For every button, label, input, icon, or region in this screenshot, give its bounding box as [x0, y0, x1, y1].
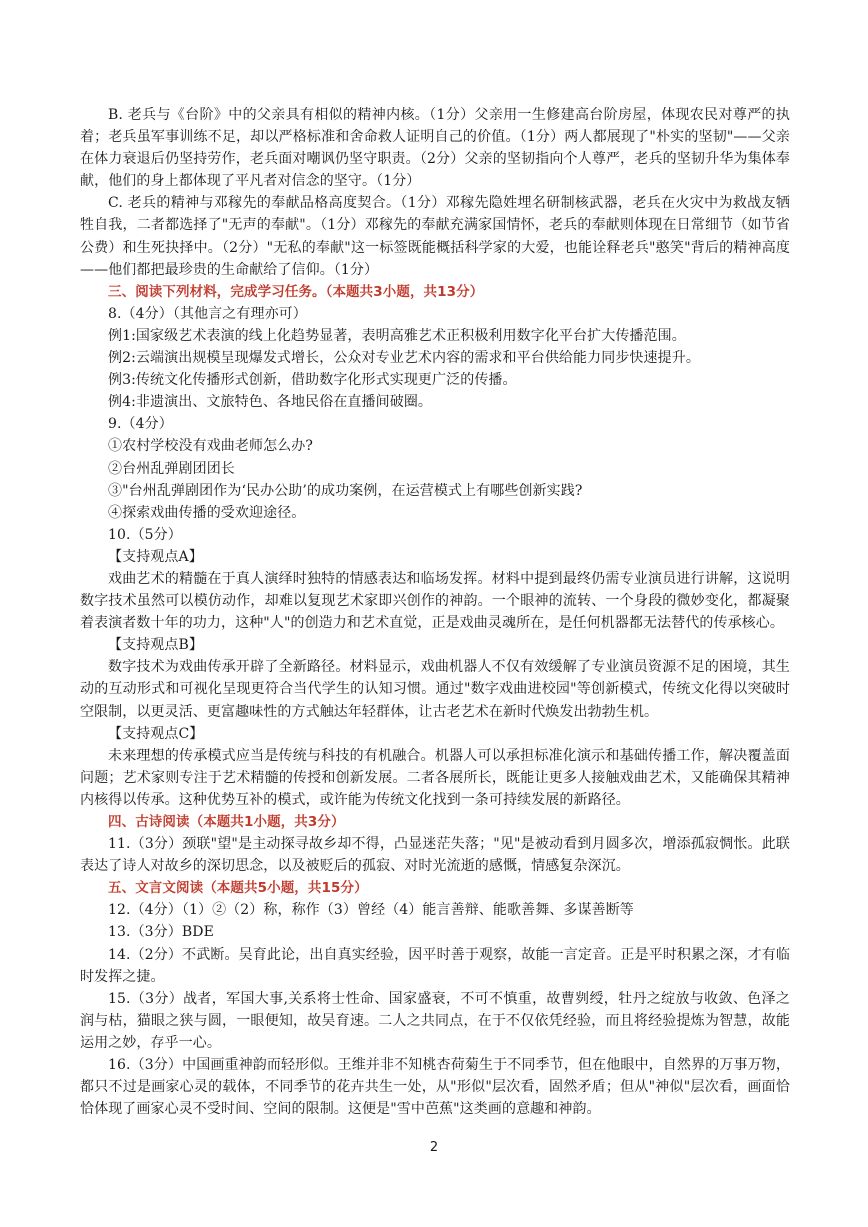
q9-item-2: ②台州乱弹剧团团长 [108, 460, 235, 477]
page-number: 2 [429, 1140, 439, 1155]
viewpoint-b-body: 数字技术为戏曲传承开辟了全新路径。材料显示，戏曲机器人不仅有效缓解了专业演员资源不足的困境，其生动的互动形式和可视化呈现更符合当代学生的认知习惯。通过"数字戏曲进校园"等创新模式，传统文化得以突破时空限制，以更灵活、更富趣味性的方式触达年轻群体，让古老艺术在新时代焕发出勃勃生机。 [80, 659, 790, 720]
section-5-heading: 五、文言文阅读（本题共5小题，共15分） [108, 880, 368, 897]
q10-heading: 10.（5分） [108, 526, 182, 543]
q8-example-3: 例3:传统文化传播形式创新，借助数字化形式实现更广泛的传播。 [108, 372, 517, 389]
q8-example-1: 例1:国家级艺术表演的线上化趋势显著，表明高雅艺术正积极利用数字化平台扩大传播范围。 [108, 327, 686, 344]
answer-q14: 14.（2分）不武断。吴育此论，出自真实经验，因平时善于观察，故能一言定音。正是平时积累之深，才有临时发挥之捷。 [80, 946, 790, 985]
viewpoint-a-body: 戏曲艺术的精髓在于真人演绎时独特的情感表达和临场发挥。材料中提到最终仍需专业演员进行讲解，这说明数字技术虽然可以模仿动作，却难以复现艺术家即兴创作的神韵。一个眼神的流转、一个身段的微妙变化，都凝聚着表演者数十年的功力，这种"人"的创造力和艺术直觉，正是戏曲灵魂所在，是任何机器都无法替代的传承核心。 [80, 570, 790, 632]
q8-example-4: 例4:非遗演出、文旅特色、各地民俗在直播间破圈。 [108, 394, 433, 411]
answer-b: B. 老兵与《台阶》中的父亲具有相似的精神内核。（1分）父亲用一生修建高台阶房屋，体现农民对尊严的执着；老兵虽军事训练不足，却以严格标准和舍命救人证明自己的价值。（1分）两人都展现了"朴实的坚韧"——父亲在体力衰退后仍坚持劳作，老兵面对嘲讽仍坚守职责。（2分）父亲的坚韧指向个人尊严，老兵的坚韧升华为集体奉献，他们的身上都体现了平凡者对信念的坚守。（1分） [80, 107, 790, 190]
answer-q11: 11.（3分）颈联"望"是主动探寻故乡却不得，凸显迷茫失落；"见"是被动看到月圆多次，增添孤寂惆怅。此联表达了诗人对故乡的深切思念，以及被贬后的孤寂、对时光流逝的感慨，情感复杂深沉。 [80, 836, 790, 875]
viewpoint-c-body: 未来理想的传承模式应当是传统与科技的有机融合。机器人可以承担标准化演示和基础传播工作，解决覆盖面问题；艺术家则专注于艺术精髓的传授和创新发展。二者各展所长，既能让更多人接触戏曲艺术，又能确保其精神内核得以传承。这种优势互补的模式，或许能为传统文化找到一条可持续发展的新路径。 [80, 747, 790, 808]
viewpoint-b-heading: 【支持观点B】 [108, 637, 203, 654]
viewpoint-a-heading: 【支持观点A】 [108, 548, 203, 565]
section-3-heading: 三、阅读下列材料，完成学习任务。（本题共3小题，共13分） [108, 283, 484, 300]
q9-heading: 9.（4分） [108, 416, 173, 433]
answer-c: C. 老兵的精神与邓稼先的奉献品格高度契合。（1分）邓稼先隐姓埋名研制核武器，老兵在火灾中为救战友牺牲自我，二者都选择了"无声的奉献"。（1分）邓稼先的奉献充满家国情怀，老兵的奉献则体现在日常细节（如节省公费）和生死抉择中。（2分）"无私的奉献"这一标签既能概括科学家的大爱，也能诠释老兵"憨笑"背后的精神高度——他们都把最珍贵的生命献给了信仰。（1分） [80, 195, 790, 278]
answer-q15: 15.（3分）战者，军国大事,关系将士性命、国家盛衰，不可不慎重，故曹刿绶，牡丹之绽放与收敛、色泽之润与枯，猫眼之狭与圆，一眼便知，故吴育速。二人之共同点，在于不仅依凭经验，而且将经验提炼为智慧，故能运用之妙，存乎一心。 [80, 990, 790, 1051]
answer-q16: 16.（3分）中国画重神韵而轻形似。王维并非不知桃杏荷菊生于不同季节，但在他眼中，自然界的万事万物，都只不过是画家心灵的载体，不同季节的花卉共生一处，从"形似"层次看，固然矛盾；但从"神似"层次看，画面恰恰体现了画家心灵不受时间、空间的限制。这便是"雪中芭蕉"这类画的意趣和神韵。 [80, 1057, 790, 1118]
q9-item-4: ④探索戏曲传播的受欢迎途径。 [108, 504, 306, 521]
answer-q13: 13.（3分）BDE [108, 924, 214, 941]
viewpoint-c-heading: 【支持观点C】 [108, 725, 204, 742]
q8-heading: 8.（4分）（其他言之有理亦可） [108, 305, 307, 322]
section-4-heading: 四、古诗阅读（本题共1小题，共3分） [108, 814, 345, 830]
answer-q12: 12.（4分）（1）②（2）称，称作（3）曾经（4）能言善辩、能歌善舞、多谋善断等 [108, 902, 634, 919]
q9-item-3: ③"台州乱弹剧团作为‘民办公助’的成功案例，在运营模式上有哪些创新实践? [108, 482, 583, 499]
q9-item-1: ①农村学校没有戏曲老师怎么办? [108, 438, 314, 455]
q8-example-2: 例2:云端演出规模呈现爆发式增长，公众对专业艺术内容的需求和平台供给能力同步快速提升。 [108, 350, 700, 367]
answer-content [80, 104, 790, 1120]
